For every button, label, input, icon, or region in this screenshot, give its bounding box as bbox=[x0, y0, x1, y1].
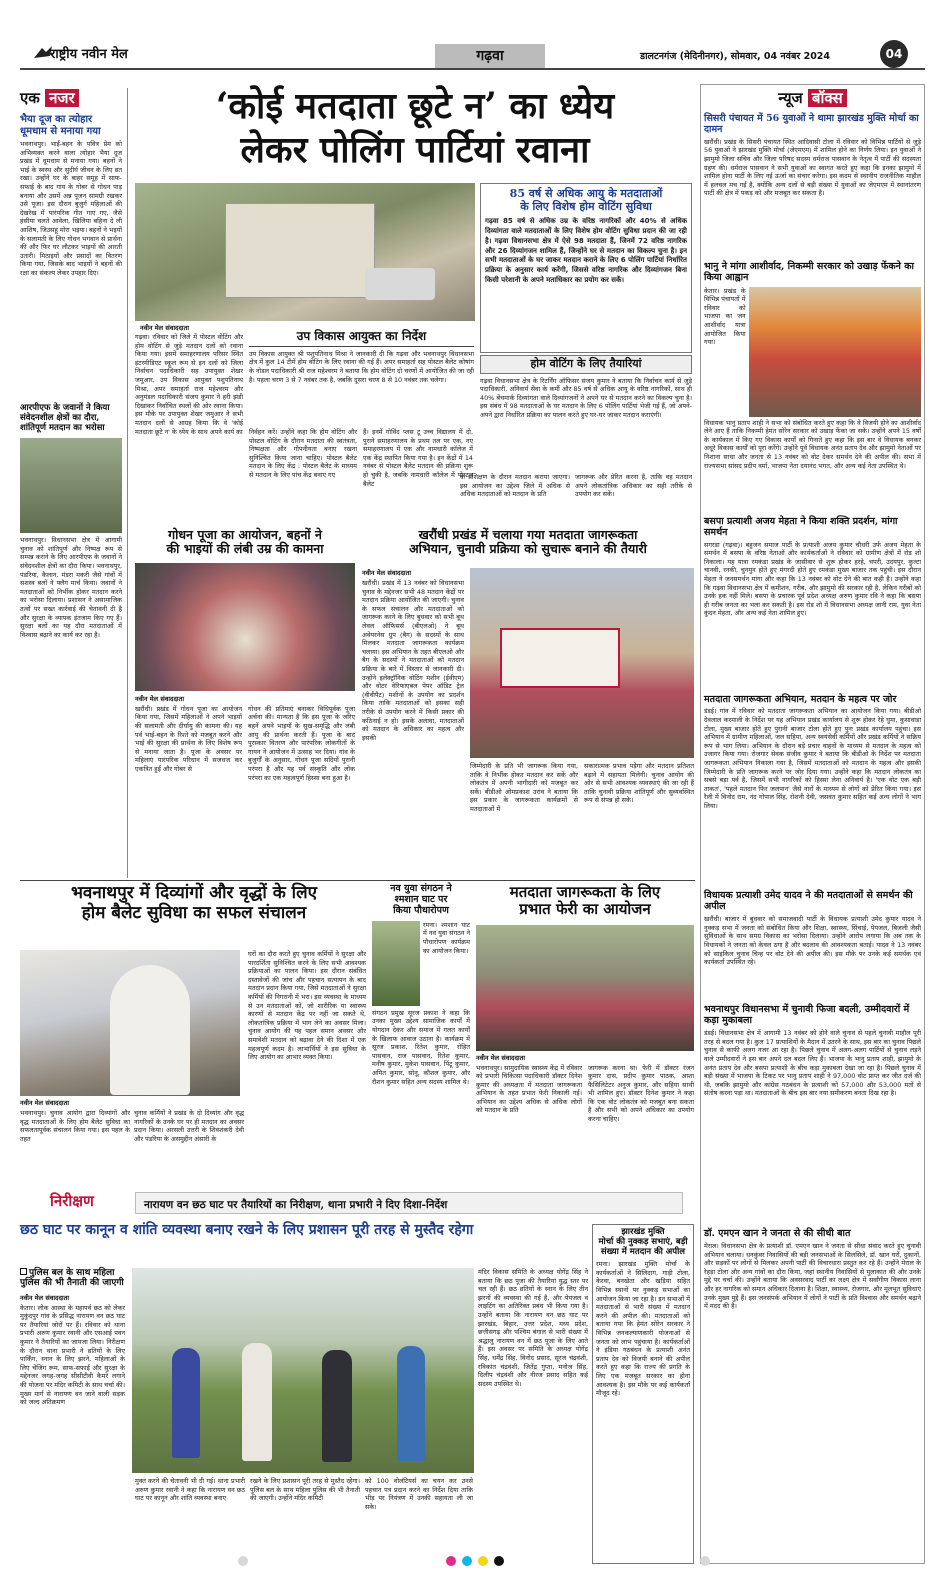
registration-mark bbox=[462, 1556, 472, 1566]
navyuva-body-1: रमना। श्मशान घाट में नव युवा संगठन ने पौधारोपण कार्यक्रम का आयोजन किया। bbox=[423, 920, 470, 955]
jmm-title-2: मोर्चा की नुक्कड़ सभाएं, बड़ी bbox=[598, 1236, 688, 1247]
jmm-title-3: संख्या में मतदान की अपील bbox=[600, 1246, 686, 1257]
plantation-photo bbox=[372, 921, 420, 1006]
news-s2-headline: भानु ने मांगा आशीर्वाद, निकम्मी सरकार को उखाड़ फेंकने का किया आह्वान bbox=[704, 260, 915, 283]
divyang-caption: नवीन मेल संवाददाता bbox=[20, 1099, 69, 1107]
ek-nazar-column bbox=[20, 88, 122, 888]
nirikshan-body-3: रखने के लिए प्रशासन पूरी तरह से मुस्तैद रहेगा। पुलिस बल के साथ महिला पुलिस की भी तैनाती की जाएगी। उन्होंने मंदिर कमिटी bbox=[250, 1477, 360, 1503]
mid-divider bbox=[20, 880, 695, 881]
registration-mark bbox=[446, 1556, 456, 1566]
home-voting-title-1: 85 वर्ष से अधिक आयु के मतदाताओं bbox=[509, 187, 663, 200]
news-s4-headline: मतदाता जागरूकता अभियान, मतदान के महत्व पर जोर bbox=[704, 693, 897, 705]
nirikshan-headline: छठ घाट पर कानून व शांति व्यवस्था बनाए रखने के लिए प्रशासन पूरी तरह से मुस्तैद रहेगा bbox=[20, 1222, 474, 1238]
ek-nazar-story2-body: भवनाथपुर। विधानसभा क्षेत्र में आगामी चुनाव को शांतिपूर्ण और निष्पक्ष रूप से सम्पन्न कराने के लिए आरपीएफ के जवानों ने संवेदनशील क्षेत्रों का दौरा किया। भवनाथपुर, पंडरिया, कैलान, मंडरा मकरी जैसे गांवों में सशस्त्र बलों ने फ्लैग मार्च किया। जवानों ने मतदाताओं को निर्भीक होकर मतदान करने का भरोसा दिलाया। प्रशासन ने असामाजिक तत्वों पर सख्त कार्रवाई की चेतावनी दी है और सुरक्षा के व्यापक इंतजाम किए गए हैं। सुरक्षा बलों का यह दौरा मतदाताओं में विश्वास बढ़ाने का कार्य कर रहा है। bbox=[20, 536, 122, 639]
home-voting-title-2: के लिए विशेष होम वोटिंग सुविधा bbox=[520, 199, 652, 213]
nirikshan-kicker-band bbox=[135, 1192, 683, 1214]
kharaundhi-story bbox=[362, 528, 694, 885]
home-prep-body: गढ़वा विधानसभा क्षेत्र के रिटर्निंग ऑफिसर संजय कुमार ने बताया कि निर्वाचन कार्य से जुड़े पदाधिकारी, अनिवार्य सेवा के कर्मी और 85 वर्ष से अधिक आयु के वरिष्ठ नागरिकों, साथ ही 40% बेंचमार्क दिव्यांगता वाले दिव्यांगजनों ने अपने घर से मतदान करने का विकल्प चुना है। इस संबंध में 98 मतदाताओं के घर मतदान के लिए 6 पोलिंग पार्टियां भेजी गई हैं, जो अपने-अपने द्वारा निर्धारित प्रक्रिया का पालन करते हुए घर-घर जाकर मतदान कराएंगी। bbox=[480, 376, 692, 420]
prabhat-title-2: प्रभात फेरी का आयोजन bbox=[519, 900, 651, 919]
godhan-caption: नवीन मेल संवाददाता bbox=[135, 694, 184, 703]
prabhat-body-1: भवनाथपुर। सामुदायिक स्वास्थ्य केंद्र में रविवार को प्रभारी चिकित्सा पदाधिकारी डॉक्टर दिनेश कुमार की अध्यक्षता में मतदाता जागरूकता अभियान के तहत प्रभात फेरी निकाली गई। अभियान का उद्देश्य अधिक से अधिक लोगों को मतदान के प्रति bbox=[476, 1063, 582, 1115]
godhan-title-1: गोधन पूजा का आयोजन, बहनों ने bbox=[168, 527, 322, 542]
kharaundhi-title-1: खरौंधी प्रखंड में चलाया गया मतदाता जागरूकता bbox=[418, 527, 638, 542]
divyang-title-2: होम बैलेट सुविधा का सफल संचालन bbox=[81, 902, 307, 923]
godhan-story bbox=[135, 528, 355, 885]
banner-shape bbox=[500, 628, 620, 688]
nirikshan-byline: नवीन मेल संवाददाता bbox=[20, 1293, 69, 1302]
masthead bbox=[20, 40, 925, 70]
news-s7-body: मेराल। विधानसभा क्षेत्र के प्रत्याशी डॉ. एमएन खान ने जनता से सीधा संवाद करते हुए चुनावी अभियान चलाया। धनकुंवर निवासियों की बड़ी जनसभाओं के सिलसिले, डॉ. खान घरों, दुकानों, और सड़कों पर लोगों से मिलकर अपनी पार्टी की विचारधारा प्रस्तुत कर रहे हैं। उन्होंने मेराल के रेहड़ा टोला और अन्य गांवों का दौरा किया, जहां स्थानीय निवासियों से मुलाकात की और उनके मुद्दे पर चर्चा की। उन्होंने बताया कि अवसरवाद पार्टी का लक्ष्य क्षेत्र में सर्वांगीण विकास लाना और हर नागरिक को समान अधिकार दिलाना है। शिक्षा, स्वास्थ्य, रोजगार, और मूलभूत सुविधाएं उनके मुख्य मुद्दे हैं। इस जनसंपर्क अभियान में लोगों ने पार्टी के प्रति विश्वास और समर्थन बढ़ाने में मदद की है। bbox=[704, 1242, 921, 1311]
navyuva-body-2: संगठन प्रमुख सूरज प्रकाश ने कहा कि उनका मुख्य उद्देश्य सामाजिक कार्यों में योगदान देकर और समाज में गलत कार्यों के खिलाफ आवाज उठाना है। कार्यक्रम में सूरज प्रकाश, रितेश कुमार, रोहित पासवान, राज पासवान, रितेश कुमार, मनीष कुमार, मुकेश पासवान, पिंटू कुमार, अमित कुमार, सोनू, कौशल कुमार, और रौशन कुमार सहित अन्य सदस्य शामिल थे। bbox=[372, 1008, 470, 1086]
lead-body-col1: गढ़वा। रविवार को जिले में पोस्टल वोटिंग और होम वोटिंग से जुड़े मतदान दलों को रवाना किया गया। इसमें समाहरणालय परिसर स्थित इंटरमीडिएट स्कूल रूम से इन दलों को जिला निर्वाचन पदाधिकारी सह उपायुक्त शेखर जमुआर, उप विकास आयुक्त पशुपतिनाथ मिश्रा, अपर समाहर्ता राज महेश्वरम और अनुमंडल पदाधिकारी संजय कुमार ने हरी झंडी दिखाकर निर्वाचित स्थलों की ओर रवाना किया। इस मौके पर उपायुक्त शेखर जमुआर ने सभी मतदान दलों से आग्रह किया कि वे 'कोई मतदाता छूटे न' के ध्येय के साथ अपने कार्य का bbox=[135, 333, 243, 436]
news-s5-body: खरौंधी। बाजार में बुधवार को समाजवादी पार्टी के विधायक प्रत्याशी उमेद कुमार यादव ने नुक्कड़ सभा में जनता को संबोधित किया और शिक्षा, स्वास्थ्य, सिंचाई, पेयजल, बिजली जैसी सुविधाओं के साथ समग्र विकास का भरोसा दिलाया। उन्होंने आरोप लगाया कि अब तक के विधायकों ने जनता को केवल ठगा है और बदलाव की आवश्यकता बताई। यादव ने 13 नवंबर को साइकिल चुनाव चिन्ह पर वोट देने की अपील की। इस मौके पर उनके कई समर्थक एवं कार्यकर्ता उपस्थित रहे। bbox=[704, 915, 921, 967]
kharaundhi-body-3: सकारात्मक प्रभाव पड़ेगा और मतदान प्रतिशत बढ़ाने में सहायता मिलेगी। चुनाव आयोग की ओर से सभी आवश्यक व्यवस्थाएं की जा रही हैं ताकि चुनावी प्रक्रिया शांतिपूर्ण और सुव्यवस्थित रूप से संपन्न हो सके। bbox=[584, 762, 694, 805]
person-shape-4 bbox=[397, 1346, 425, 1461]
chhath-ghat-inspection-photo bbox=[132, 1268, 474, 1473]
home-voting-box bbox=[480, 183, 692, 353]
news-s3-body: सगरडा (गढ़वा)। बहुजन समाज पार्टी के प्रत्याशी अजय कुमार चौधरी उर्फ अजय मेहता के समर्थन में बसपा के वरिष्ठ नेताओं और कार्यकर्ताओं ने रविवार को ग्रामीण क्षेत्रों में रोड शो निकाला। यह यात्रा रमकंडा प्रखंड के जासीवार से शुरू होकर हरहे, चपरी, उदयपुर, कुल्टा चानवी, रनकी, चुनमुन होते हुए मंगरदी होते हुए रमकंडा मुख्य बाजार तक पहुंची। इस दौरान मेहता ने जनसमर्थन मांगा और कहा कि 13 नवंबर को वोट देने की बात कही है। उन्होंने कहा कि गढ़वा विधानसभा क्षेत्र में कमीशन, गरीब, और झामुमो की सरकार रही है, लेकिन गरीबों को उनके हक नहीं मिले। बसपा के प्रचारक पूर्व प्रदेश अध्यक्ष अरुण कुमार रवि ने कहा कि बसपा ही गरीब जनता का भला कर सकती है। इस रोड शो में विधानसभा अध्यक्ष जानी राम, युवा नेता कुंदन मेहता, और अन्य कई नेता शामिल हुए। bbox=[704, 540, 921, 618]
news-box-label-a: न्यूज bbox=[778, 89, 803, 107]
prabhat-caption: नवीन मेल संवाददाता bbox=[476, 1053, 525, 1062]
kharaundhi-body-2: जिम्मेदारी के प्रति भी जागरूक किया गया, ताकि वे निर्भीक होकर मतदान कर सकें और लोकतंत्र में अपनी भागीदारी को मजबूत कर सकें। बीडीओ ओमप्रकाश उरांव ने बताया कि इस प्रकार के जागरूकता कार्यक्रमों से मतदाताओं में bbox=[470, 762, 578, 813]
bjp-rally-photo bbox=[749, 287, 921, 417]
ek-nazar-label-b: नजर bbox=[45, 89, 79, 107]
news-s2-photo-text: केतार। प्रखंड के विभिन्न पंचायतों में रविवार को भाजपा का जन आशीर्वाद यात्रा आयोजित किया गया। bbox=[704, 286, 746, 347]
vehicle-shape bbox=[365, 268, 435, 300]
column-divider bbox=[127, 88, 128, 878]
nirikshan-kicker: नारायण वन छठ घाट पर तैयारियों का निरीक्षण, थाना प्रभारी ने दिए दिशा-निर्देश bbox=[144, 1199, 448, 1211]
navyuva-title-1: नव युवा संगठन ने bbox=[390, 883, 452, 894]
home-prep-box bbox=[460, 355, 692, 525]
person-shape-3 bbox=[322, 1350, 352, 1462]
news-s3-headline: बसपा प्रत्याशी अजय मेहता ने किया शक्ति प्रदर्शन, मांगा समर्थन bbox=[704, 515, 898, 538]
page-number bbox=[880, 40, 908, 68]
godhan-body-col2: गोधन की प्रतिमाएं बनाकर विधिपूर्वक पूजा अर्चना की। मान्यता है कि इस पूजा के जरिए बहनें अपने भाइयों के सुख-समृद्धि और लंबी आयु की प्रार्थना करती हैं। पूजा के बाद पुरस्कार वितरण और पारंपरिक लोकगीतों के गायन ने आयोजन में उत्साह भर दिया। गांव के बुजुर्गों के अनुसार, गोधन पूजा सदियों पुरानी परंपरा है और यह पर्व संस्कृति और लोक परंपरा का एक महत्वपूर्ण हिस्सा बना हुआ है। bbox=[248, 704, 355, 782]
jmm-box bbox=[592, 1224, 694, 1564]
home-ballot-photo bbox=[20, 950, 240, 1096]
news-box-label-b: बॉक्स bbox=[808, 89, 847, 107]
upvikas-title: उप विकास आयुक्त का निर्देश bbox=[249, 330, 474, 347]
section-name: गढ़वा bbox=[476, 48, 504, 64]
registration-mark bbox=[700, 1556, 710, 1566]
paper-name: राष्ट्रीय नवीन मेल bbox=[50, 47, 128, 62]
voter-awareness-rally-photo bbox=[470, 568, 694, 758]
person-shape-1 bbox=[172, 1348, 200, 1458]
lead-body-col3: हैं। इनमें गोविंद प्लस टू उच्च विद्यालय में दो, पुराने समाहरणालय के प्रथम तल पर एक, नए समाहरणालय में एक और नामधारी कॉलेज में एक केंद्र स्थापित किया गया है। इन केंद्रों में 14 नवंबर से पोस्टल बैलेट मतदान की प्रक्रिया शुरू हो चुकी है, जबकि नामधारी कॉलेज में पोस्टल बैलेट bbox=[363, 428, 473, 488]
navyuva-title-2: श्मशान घाट पर bbox=[394, 893, 448, 905]
ek-nazar-story1-headline: भैया दूज का त्योहार धूमधाम से मनाया गया bbox=[20, 114, 101, 137]
building-shape bbox=[225, 203, 375, 298]
nirikshan-side-headline bbox=[20, 1268, 125, 1289]
kharaundhi-byline: नवीन मेल संवाददाता bbox=[362, 569, 411, 577]
navyuva-title-3: किया पौधारोपण bbox=[393, 904, 449, 916]
kharaundhi-title-2: अभियान, चुनावी प्रक्रिया को सुचारू बनाने की तैयारी bbox=[409, 541, 647, 557]
news-s2-body: विधायक भानु प्रताप शाही ने सभा को संबोधित करते हुए कहा कि वे विजयी होने का आशीर्वाद लेने आए हैं ताकि निकम्मी हेमंत सोरेन सरकार को उखाड़ फेंका जा सके। उन्होंने अपने 15 वर्षों के कार्यकाल में किए गए विकास कार्यों को गिनाते हुए कहा कि इस बार वे विधायक बनकर अधूरे विकास कार्यों को पूरा करेंगे। उन्होंने पूर्व विधायक अनंत प्रताप देव और झामुमो नेताओं पर निशाना साधा और जनता से 13 नवंबर को वोट देकर समर्थन देने की अपील की। सभा में राज्यसभा सांसद प्रदीप वर्मा, भाजपा नेता दयानंद भगत, और अन्य कई नेता उपस्थित थे। bbox=[704, 418, 921, 470]
prabhat-story bbox=[476, 884, 694, 1184]
nirikshan-label-text: निरीक्षण bbox=[50, 1192, 94, 1210]
lead-headline-line2: लेकर पोलिंग पार्टियां रवाना bbox=[240, 129, 590, 171]
nirikshan-body-5: मंदिर विकास समिति के अध्यक्ष योगेंद्र सिंह ने बताया कि छठ पूजा की तैयारियां युद्ध स्तर पर चल रही हैं। छठ व्रतियों के स्नान के लिए तीन झरनों की व्यवस्था की गई है, और पेयजल व लाइटिंग का अतिरिक्त प्रबंध भी किया गया है। उन्होंने बताया कि नारायण वन छठ घाट पर झारखंड, बिहार, उत्तर प्रदेश, मध्य प्रदेश, छत्तीसगढ़ और पश्चिम बंगाल से भारी संख्या में श्रद्धालु नारायण वन में छठ पूजा के लिए आते हैं। इस अवसर पर समिति के अध्यक्ष योगेंद्र सिंह, धर्मेंद्र सिंह, विनोद प्रसाद, सूरज चंद्रवंशी, रविकांत चंद्रवंशी, जितेंद्र गुप्ता, मनोज सिंह, दिलीप चंद्रवंशी और नीरज प्रसाद सहित कई सदस्य उपस्थित थे। bbox=[478, 1268, 588, 1388]
godhan-title-2: की भाइयों की लंबी उम्र की कामना bbox=[166, 541, 324, 557]
godhan-puja-photo bbox=[135, 563, 355, 691]
lead-photo-caption: नवीन मेल संवाददाता bbox=[140, 324, 189, 332]
prabhat-body-2: जागरूक करना था। फेरी में डॉक्टर रंजन कुमार दास, प्रदीप कुमार पाठक, आशा फैसिलिटेटर अनुज कुमार, और सहिया साथी भी शामिल हुए। डॉक्टर दिनेश कुमार ने कहा कि एक वोट लोकतंत्र को मजबूत बना सकता है और सभी को अपने अधिकार का उपयोग करना चाहिए। bbox=[588, 1063, 694, 1124]
ek-nazar-label bbox=[20, 88, 122, 108]
home-prep-tail-2: जागरूक और प्रेरित करना है, ताकि वह मतदान अपने लोकतांत्रिक अधिकार का सही तरीके से उपयोग कर सकें। bbox=[575, 473, 692, 499]
divyang-body-3: चुनाव कर्मियों ने प्रखंड के दो दिव्यांग और वृद्ध नागरिकों के उनके घर पर ही मतदान का अवसर प्रदान किया। अरसली उत्तरी के शिवशंकरी देवी और पंडरिया के असमुद्दीन अंसारी के bbox=[134, 1109, 244, 1143]
registration-mark bbox=[478, 1556, 488, 1566]
home-prep-tail-1: के प्रशिक्षण के दौरान मतदान कराया जाएगा। इस आयोजन का उद्देश्य जिले में अधिक से अधिक मतदाताओं को मतदान के प्रति bbox=[460, 473, 570, 499]
news-s5-headline: विधायक प्रत्याशी उमेद यादव ने की मतदाताओं से समर्थन की अपील bbox=[704, 890, 913, 913]
jmm-body: रमना। झारखंड मुक्ति मोर्चा के कार्यकर्ताओं ने सिलिदाग, गाड़ी टोला, केरवा, बनखेता और खड़िया सहित विभिन्न स्थानों पर नुक्कड़ सभाओं का आयोजन किया जा रहा है। इन सभाओं में मतदाताओं से भारी संख्या में मतदान करने की अपील की। मतदाताओं को बताया गया कि हेमंत सोरेन सरकार ने विभिन्न जनकल्याणकारी योजनाओं से जनता को लाभ पहुंचाया है। कार्यकर्ताओं ने इंडिया गठबंधन के प्रत्याशी अनंत प्रताप देव को विजयी बनाने की अपील करते हुए कहा कि राज्य की प्रगति के लिए एक मजबूत सरकार का होना आवश्यक है। इस मौके पर कई कार्यकर्ता मौजूद रहे। bbox=[596, 1260, 690, 1398]
upvikas-body: उप विकास आयुक्त श्री पशुपतिनाथ मिश्रा ने जानकारी दी कि गढ़वा और भवनाथपुर विधानसभा क्षेत्र में कुल 14 टीमें होम वोटिंग के लिए रवाना की गई हैं। अपर समाहर्ता सह पोस्टल बैलेट कोषांग के नोडल पदाधिकारी श्री राज महेश्वरम ने बताया कि होम वोटिंग दो चरणों में आयोजित की जा रही है। पहला चरण 3 से 7 नवंबर तक है, जबकि दूसरा चरण 8 से 10 नवंबर तक चलेगा। bbox=[249, 349, 474, 384]
prabhat-title-1: मतदाता जागरूकता के लिए bbox=[509, 883, 661, 901]
divyang-body-1: भवनाथपुर। चुनाव आयोग द्वारा दिव्यांगों और वृद्ध मतदाताओं के लिए होम बैलेट सुविधा का सफलतापूर्वक संचालन किया गया। इस पहल के तहत bbox=[20, 1109, 130, 1143]
section-tab bbox=[435, 44, 545, 68]
masthead-divider bbox=[20, 68, 925, 70]
news-s1-headline: सिसरी पंचायत में 56 युवाओं ने थामा झारखंड मुक्ति मोर्चा का दामन bbox=[704, 113, 919, 135]
prabhat-feri-photo bbox=[476, 925, 694, 1051]
news-s1-body: खरौंधी। प्रखंड के सिसरी पंचायत स्थित आदिवासी टोला में रविवार को विभिन्न पार्टियों से जुड़े 56 युवाओं ने झारखंड मुक्ति मोर्चा (जेएमएम) में शामिल होने का निर्णय लिया। इन युवाओं ने झामुमो जिला सचिव और जिला परिषद सदस्य धर्मराज पासवान के नेतृत्व में पार्टी की सदस्यता ग्रहण की। धर्मराज पासवान ने सभी युवाओं का स्वागत करते हुए कहा कि इनका झामुमो में शामिल होना पार्टी के लिए नई ऊर्जा का संचार करेगा। इस कदम से स्थानीय राजनीतिक माहौल में हलचल मच गई है, क्योंकि अन्य दलों से बड़ी संख्या में युवाओं का जेएमएम में स्थानांतरण पार्टी की क्षेत्र में पकड़ को और मजबूत कर सकता है। bbox=[704, 137, 921, 198]
ek-nazar-label-a: एक bbox=[20, 89, 40, 107]
home-voting-body: गढ़वा 85 वर्ष से अधिक उम्र के वरिष्ठ नागरिकों और 40% से अधिक दिव्यांगता वाले मतदाताओं के लिए विशेष होम वोटिंग सुविधा प्रदान की जा रही है। गढ़वा विधानसभा क्षेत्र में ऐसे 98 मतदाता हैं, जिनमें 72 वरिष्ठ नागरिक और 26 दिव्यांगजन शामिल हैं, जिन्होंने घर से मतदान का विकल्प चुना है। इन सभी मतदाताओं के घर जाकर मतदान कराने के लिए 6 पोलिंग पार्टियां निर्धारित प्रक्रिया के अनुसार कार्य करेंगी, जिससे वरिष्ठ नागरिक और दिव्यांगजन बिना किसी परेशानी के अपने मताधिकार का प्रयोग कर सकें। bbox=[485, 217, 687, 285]
news-s6-headline: भवनाथपुर विधानसभा में चुनावी फिजा बदली, उम्मीदवारों में कड़ा मुकाबला bbox=[704, 1004, 910, 1027]
checkbox-icon bbox=[20, 1268, 27, 1275]
jmm-title-1: झारखंड मुक्ति bbox=[621, 1227, 665, 1237]
registration-mark bbox=[494, 1556, 504, 1566]
polling-party-photo bbox=[135, 183, 475, 321]
dateline: डालटनगंज (मेदिनीनगर), सोमवार, 04 नवंबर 2024 bbox=[640, 51, 831, 62]
lead-body-col2: निर्वहन करें। उन्होंने कहा कि होम वोटिंग और पोस्टल वोटिंग के दौरान मतदाता की स्वतंत्रता, निष्पक्षता और गोपनीयता बनाए रखना सुनिश्चित किया जाना चाहिए। पोस्टल बैलेट मतदान के लिए केंद्र : पोस्टल बैलेट के माध्यम से मतदान के लिए पांच केंद्र बनाए गए bbox=[249, 428, 357, 479]
lead-headline bbox=[135, 84, 695, 172]
news-box-label bbox=[704, 88, 921, 108]
news-s6-body: डंडई। विधानसभा क्षेत्र में आगामी 13 नवंबर को होने वाले चुनाव से पहले चुनावी माहौल पूरी तरह से बदल गया है। कुल 17 प्रत्याशियों के मैदान में उतरने के साथ, इस बार का चुनाव पिछले चुनाव से काफी अलग नजर आ रहा है। पिछले चुनाव में अलग-अलग पार्टियों से चुनाव लड़ने वाले उम्मीदवारों ने इस बार अपने दल बदल लिए हैं। भाजपा के भानु प्रताप शाही, झामुमो के अनंत प्रताप देव और बसपा प्रत्याशी के बीच कड़ा मुकाबला देखा जा रहा है। पिछले चुनाव में बड़ी संख्या में भाजपा के टिकट पर भानु प्रताप शाही ने 97,000 वोट प्राप्त कर जीत दर्ज की थी, जबकि झामुमो और कांग्रेस गठबंधन के प्रत्याशी को 57,000 और 53,000 मतों से संतोष करना पड़ा था। मतदाताओं के बीच इस बार नया समीकरण बनता दिख रहा है। bbox=[704, 1029, 921, 1098]
rpf-patrol-photo bbox=[20, 438, 122, 533]
nirikshan-side bbox=[20, 1268, 125, 1568]
elder-figure-shape bbox=[110, 965, 190, 1095]
divyang-story bbox=[20, 884, 368, 1184]
divyang-title-1: भवनाथपुर में दिव्यांगों और वृद्धों के लिए bbox=[70, 883, 318, 903]
nirikshan-side-headline-text: पुलिस बल के साथ महिला पुलिस की भी तैनाती की जाएगी bbox=[20, 1268, 124, 1289]
news-s7-headline: डॉ. एमएन खान ने जनता से की सीधी बात bbox=[704, 1228, 851, 1240]
divyang-body-2: घरों का दौरा करते हुए चुनाव कर्मियों ने सुरक्षा और पारदर्शिता सुनिश्चित करने के लिए सभी आवश्यक प्रक्रियाओं का पालन किया। इस दौरान संबंधित दस्तावेजों की जांच और पहचान सत्यापन के बाद मतदान प्रदान किया गया, जिसे मतदाताओं ने सुरक्षा कर्मियों की निगरानी में भरा। इस व्यवस्था के माध्यम से उन मतदाताओं को, जो शारीरिक या स्वास्थ्य कारणों से मतदान केंद्र पर नहीं जा सकते थे, लोकतांत्रिक प्रक्रिया में भाग लेने का अवसर मिला। चुनाव आयोग की यह पहल समान अवसर और समावेशी मतदान को बढ़ावा देने की दिशा में एक महत्वपूर्ण कदम है। लाभार्थियों ने इस सुविधा के लिए आयोग का आभार व्यक्त किया। bbox=[248, 950, 366, 1062]
person-shape-2 bbox=[242, 1343, 272, 1461]
godhan-body-col1: खरौंधी। प्रखंड में गोधन पूजा का आयोजन किया गया, जिसमें महिलाओं ने अपने भाइयों की सलामती और दीर्घायु की कामना की। यह पर्व भाई-बहन के रिश्ते को मजबूत करने और भाई की सुरक्षा की प्रार्थना के लिए विशेष रूप से मनाया जाता है। पूजा के अवसर पर महिलाएं पारंपरिक परिधान में सजधज कर एकत्रित हुईं और गोबर से bbox=[135, 704, 242, 773]
home-prep-title: होम वोटिंग के लिए तैयारियां bbox=[480, 355, 692, 374]
ek-nazar-story1-body: भवनाथपुर। भाई-बहन के पवित्र प्रेम को अभिव्यक्त करने वाला त्योहार भैया दूज प्रखंड में धूमधाम से मनाया गया। बहनों ने भाई के स्वस्थ और सुदीर्घ जीवन के लिए व्रत रखा। उन्होंने घर के बाहर समूह में साफ-सफाई के बाद गाय के गोबर से गोधन पाड़ बनाया और उसमें अन्न पूजन सामग्री रखकर उसे पूजा। इस दौरान बुजुर्ग महिलाओं की देखरेख में पारंपरिक गीत गाए गए, जैसे हंसीया चलते आवेला, खिलिया बहिना दे ली आशिष, जिउसहू मोरा भइया। बहनों ने भइयों के सलामती के लिए गोधन भगवान से प्रार्थना की और फिर घर लौटकर भाइयों की आरती उतारी। मिठाइयों और प्रसादों का वितरण किया गया, जिसके बाद भाइयों ने बहनों की रक्षा का संकल्प लेकर उपहार दिए। bbox=[20, 140, 122, 277]
navyuva-story bbox=[372, 884, 470, 1184]
ek-nazar-story2-headline: आरपीएफ के जवानों ने किया संवेदनशील क्षेत्रों का दौरा, शांतिपूर्ण मतदान का भरोसा bbox=[20, 403, 110, 433]
page-number-text: 04 bbox=[885, 47, 903, 61]
lead-headline-line1: ‘कोई मतदाता छूटे न’ का ध्येय bbox=[215, 85, 615, 127]
kharaundhi-body-1: खरौंधी। प्रखंड में 13 नवंबर को विधानसभा चुनाव के मद्देनजर सभी 48 मतदान केंद्रों पर मतदान प्रक्रिया आयोजित की जाएगी। चुनाव के सफल संचालन और मतदाताओं को जागरूक करने के लिए बुधवार को सभी बूथ लेवल ऑफिसर्स (बीएलओ) ने बूथ अवेयरनेस ग्रुप (बैग) के सदस्यों के साथ मिलकर मतदाता जागरूकता कार्यक्रम चलाया। इस अभियान के तहत बीएलओ और बैग के सदस्यों ने मतदाताओं को मतदान प्रक्रिया के बारे में विस्तार से जानकारी दी। उन्होंने इलेक्ट्रॉनिक वोटिंग मशीन (ईवीएम) और वोटर वेरिफाएबल पेपर ऑडिट ट्रेल (वीवीपैट) मशीनों के उपयोग का प्रदर्शन किया ताकि मतदाताओं को इसका सही तरीके से उपयोग करने में किसी प्रकार की कठिनाई न हो। इसके अलावा, मतदाताओं को मतदान के अधिकार का महत्व और इसकी bbox=[362, 579, 464, 742]
news-s4-body: डंडई। गांव में रविवार को मतदाता जागरूकता अभियान का आयोजन किया गया। बीडीओ देवलाल करमाली के निर्देश पर यह अभियान प्रखंड कार्यालय से शुरू होकर रेहे घुमा, कुसावाडा टोला, मुख्य बाजार होते हुए पुरानी बाजार टोला होते हुए पुनः प्रखंड कार्यालय पहुंचा। इस अभियान में ग्रामीण महिलाओं, जल सहिया, अन्य स्वयंसेवी कर्मियों और प्रखंड कर्मियों ने सक्रिय रूप से भाग लिया। अभियान के दौरान बड़े प्रचार वाहनों के माध्यम से मतदान के महत्व को उजागर किया गया। रोजगार सेवक संजीव कुमार ने बताया कि बीडीओ के निर्देश पर मतदाता जागरूकता अभियान निकाला गया है, जिसमें मतदाताओं को मतदान के महत्व और इसकी जिम्मेदारी के प्रति जागरूक करने पर जोर दिया गया। उन्होंने कहा कि मतदान लोकतंत्र का सबसे बड़ा पर्व है, जिसमें सभी नागरिकों को हिस्सा लेना अनिवार्य है। 'एक वोट एक बड़ी ताकत', 'पहले मतदान फिर जलपान' जैसे नारों के माध्यम से लोगों को प्रेरित किया गया। इस रैली में विनोद राम, नंद गोपाल सिंह, रोशनी देवी, जसवंत कुमार सहित कई अन्य लोगों ने भाग लिया। bbox=[704, 707, 921, 810]
nirikshan-body-2: मुक्त करने की चेतावनी भी दी गई। थाना प्रभारी अरुण कुमार रवानी ने कहा कि नारायण वन छठ घाट पर कानून और शांति व्यवस्था बनाए bbox=[135, 1477, 245, 1503]
upvikas-box bbox=[249, 330, 474, 425]
nirikshan-body-4: को 100 वोलंटियर्स का चयन कर उनसे पहचान पत्र प्रदान करने का निर्देश दिया ताकि भीड़ पर नियंत्रण में उनकी सहायता ली जा सके। bbox=[365, 1477, 473, 1511]
registration-mark bbox=[238, 1556, 248, 1566]
nirikshan-label bbox=[20, 1188, 132, 1214]
nirikshan-body-1: केतार। लोक आस्था के महापर्व छठ को लेकर मुकुंदपुर गांव के प्रसिद्ध नारायण वन छठ घाट पर तैयारियां जोरों पर हैं। रविवार को थाना प्रभारी अरुण कुमार रवानी और एसआई पवन कुमार ने तैयारियों का जायजा लिया। निरीक्षण के दौरान थाना प्रभारी ने व्रतियों के लिए पार्किंग, स्नान के लिए झरने, महिलाओं के लिए चेंजिंग रूम, साफ-सफाई और सुरक्षा के मद्देनजर जगह-जगह सीसीटीवी कैमरे लगाने की योजना पर मंदिर कमिटी के साथ चर्चा की। मुख्य मार्ग से नारायण वन जाने वाली सड़क को जल्द अतिक्रमण bbox=[20, 1303, 125, 1407]
news-box-column bbox=[700, 84, 925, 1564]
